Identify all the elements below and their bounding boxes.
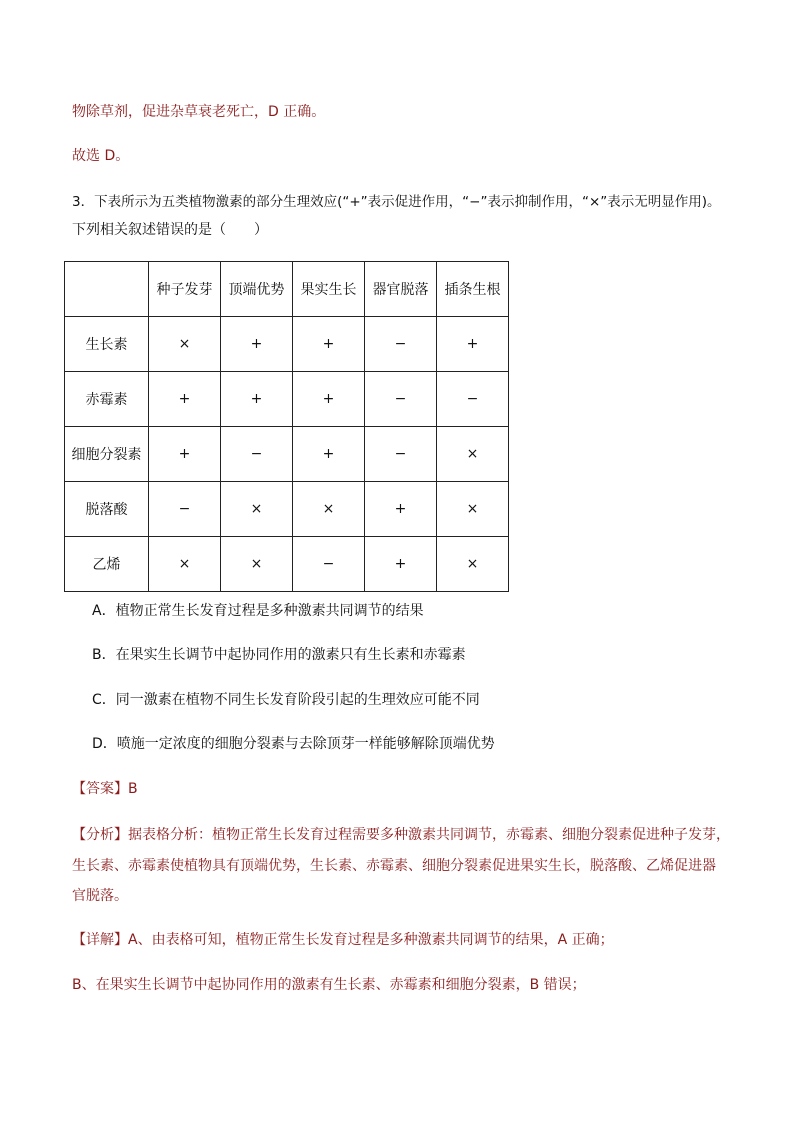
option-a: A．植物正常生长发育过程是多种激素共同调节的结果 [92,603,424,619]
table-cell: − [365,372,437,427]
table-row [65,427,509,482]
previous-answer-line: 物除草剂，促进杂草衰老死亡，D 正确。 [72,104,326,120]
table-cell: + [221,317,293,372]
answer-value: B [128,781,138,797]
table-cell: × [149,537,221,592]
table-cell: × [437,427,509,482]
header-cell [65,262,149,317]
table-row [65,372,509,427]
header-cell: 器官脱落 [365,262,437,317]
table-cell: + [293,372,365,427]
header-cell: 插条生根 [437,262,509,317]
table-row [65,482,509,537]
row-label: 乙烯 [65,537,149,592]
table-cell: × [221,537,293,592]
question-stem-line-1: 3．下表所示为五类植物激素的部分生理效应(“+”表示促进作用，“−”表示抑制作用，“×”表示无明显作用)。 [72,194,721,210]
table-cell: − [365,427,437,482]
detail-tag: 【详解】 [72,932,128,948]
table-row [65,317,509,372]
table-cell: + [293,317,365,372]
table-cell: + [365,537,437,592]
header-cell: 种子发芽 [149,262,221,317]
analysis-line-1 [72,825,730,845]
table-cell: × [293,482,365,537]
option-b: B．在果实生长调节中起协同作用的激素只有生长素和赤霉素 [92,647,466,663]
analysis-text: 据表格分析：植物正常生长发育过程需要多种激素共同调节，赤霉素、细胞分裂素促进种子发芽， [128,827,730,843]
detail-text: A、由表格可知，植物正常生长发育过程是多种激素共同调节的结果，A 正确； [128,932,614,948]
table-cell: × [149,317,221,372]
header-cell: 果实生长 [293,262,365,317]
row-label: 生长素 [65,317,149,372]
detail-line-2: B、在果实生长调节中起协同作用的激素有生长素、赤霉素和细胞分裂素，B 错误； [72,977,586,993]
table-cell: × [221,482,293,537]
analysis-tag: 【分析】 [72,827,128,843]
question-stem-line-2: 下列相关叙述错误的是（ ） [72,222,268,238]
previous-choice-line: 故选 D。 [72,148,130,164]
analysis-line-2: 生长素、赤霉素使植物具有顶端优势，生长素、赤霉素、细胞分裂素促进果实生长，脱落酸、乙烯促进器 [72,858,716,874]
option-d: D．喷施一定浓度的细胞分裂素与去除顶芽一样能够解除顶端优势 [92,736,495,752]
table-cell: + [365,482,437,537]
row-label: 赤霉素 [65,372,149,427]
table-header-row [65,262,509,317]
table-cell: + [149,427,221,482]
row-label: 脱落酸 [65,482,149,537]
table-cell: − [365,317,437,372]
table-cell: − [293,537,365,592]
answer-line [72,779,138,799]
table-cell: − [149,482,221,537]
table-cell: + [293,427,365,482]
table-cell: − [437,372,509,427]
table-cell: × [437,537,509,592]
row-label: 细胞分裂素 [65,427,149,482]
table-cell: − [221,427,293,482]
table-cell: × [437,482,509,537]
table-cell: + [437,317,509,372]
table-cell: + [221,372,293,427]
table-row [65,537,509,592]
answer-tag: 【答案】 [72,781,128,797]
hormone-effects-table [64,261,509,592]
option-c: C．同一激素在植物不同生长发育阶段引起的生理效应可能不同 [92,692,480,708]
table-cell: + [149,372,221,427]
header-cell: 顶端优势 [221,262,293,317]
detail-line-1 [72,930,614,950]
analysis-line-3: 官脱落。 [72,888,128,904]
